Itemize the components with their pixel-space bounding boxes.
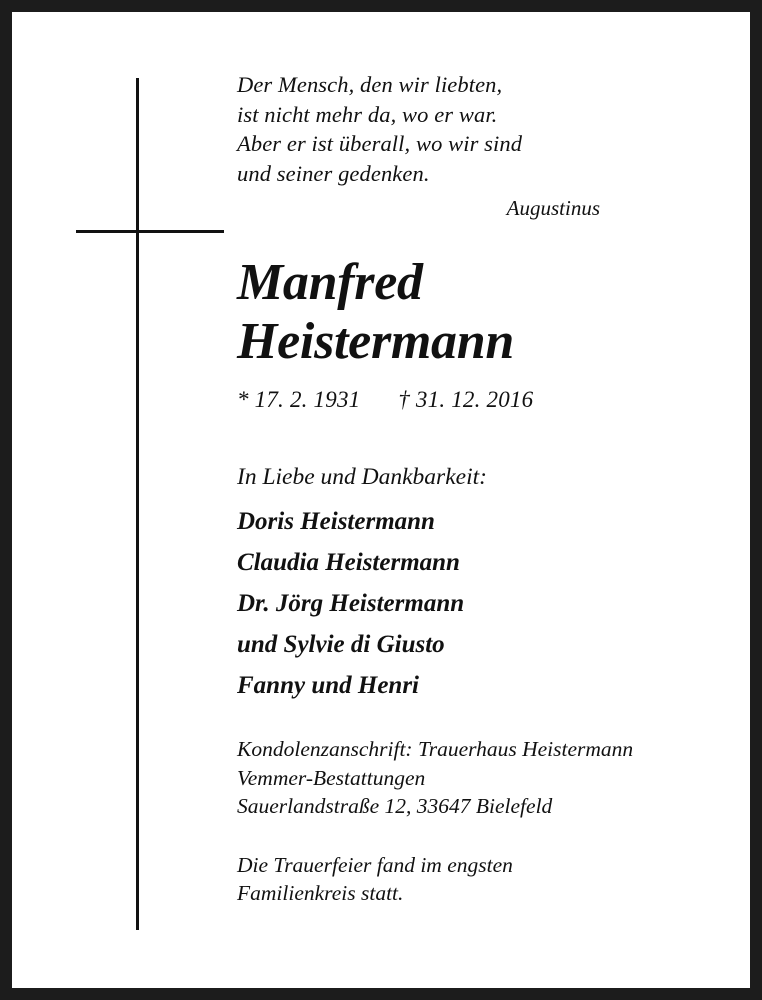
cross-icon-horizontal-bar	[76, 230, 224, 233]
quote-line: Der Mensch, den wir liebten,	[237, 72, 503, 97]
quote-line: Aber er ist überall, wo wir sind	[237, 131, 523, 156]
deceased-last-name: Heistermann	[237, 313, 514, 370]
address-line: Kondolenzanschrift: Trauerhaus Heistermann	[237, 737, 634, 761]
cross-icon-vertical-bar	[136, 78, 139, 930]
family-member: Fanny und Henri	[237, 672, 420, 699]
address-line: Sauerlandstraße 12, 33647 Bielefeld	[237, 794, 553, 818]
quote-line: und seiner gedenken.	[237, 160, 430, 186]
closing-line: Familienkreis statt.	[237, 881, 404, 905]
closing-line: Die Trauerfeier fand im engsten	[237, 852, 513, 877]
birth-date: * 17. 2. 1931	[237, 387, 361, 412]
closing-note	[237, 851, 737, 908]
deceased-name	[237, 253, 737, 371]
obituary-card	[12, 12, 750, 988]
quote-attribution: Augustinus	[506, 196, 600, 220]
deceased-first-name: Manfred	[237, 254, 423, 311]
quote-block	[237, 70, 737, 188]
family-list	[237, 501, 737, 706]
condolence-address	[237, 735, 737, 821]
quote-line: ist nicht mehr da, wo er war.	[237, 101, 498, 127]
family-intro-text: In Liebe und Dankbarkeit:	[237, 464, 487, 490]
death-date: † 31. 12. 2016	[398, 387, 534, 412]
address-line: Vemmer-Bestattungen	[237, 765, 426, 790]
family-member: und Sylvie di Giusto	[237, 631, 445, 658]
family-member: Dr. Jörg Heistermann	[237, 590, 465, 617]
life-dates	[237, 387, 737, 413]
family-member: Claudia Heistermann	[237, 549, 460, 576]
obituary-content	[237, 70, 737, 908]
family-member: Doris Heistermann	[237, 508, 435, 535]
